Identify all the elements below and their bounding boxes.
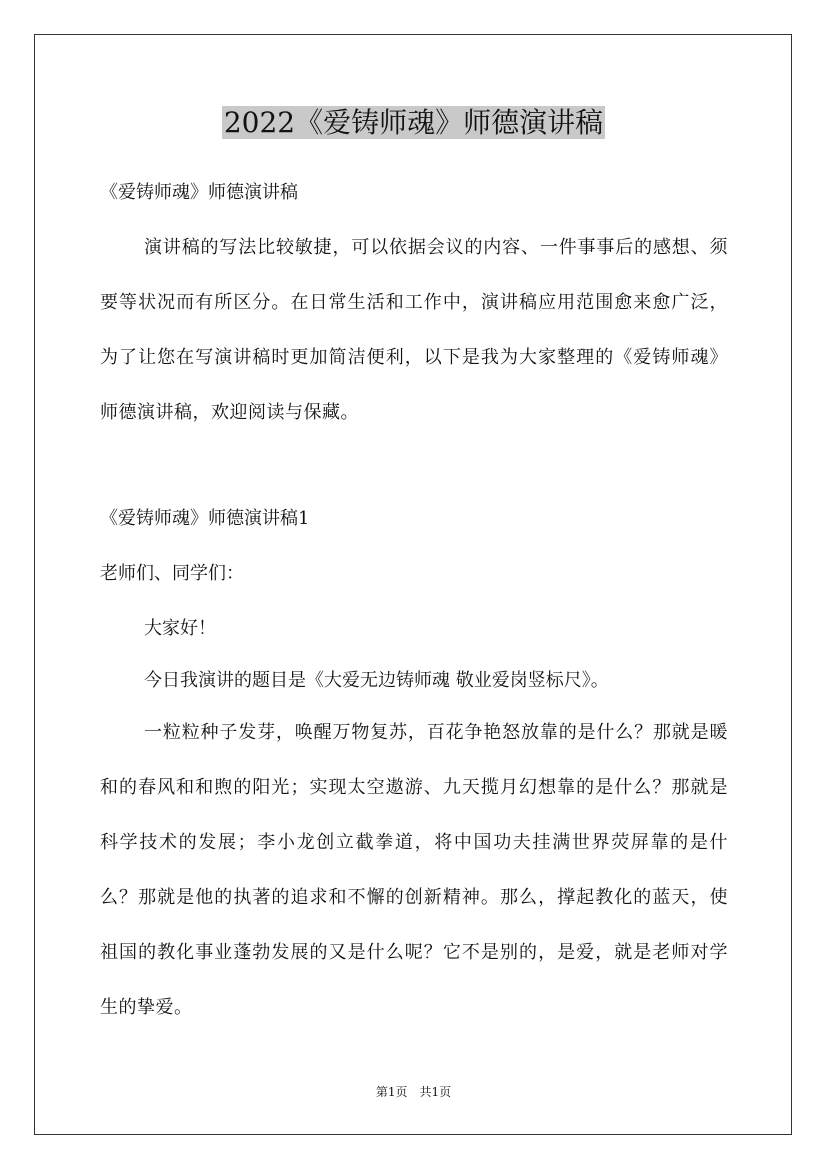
document-title-text: 2022《爱铸师魂》师德演讲稿 xyxy=(223,106,604,139)
intro-paragraph: 演讲稿的写法比较敏捷，可以依据会议的内容、一件事事后的感想、须要等状况而有所区分。在日常生活和工作中，演讲稿应用范围愈来愈广泛，为了让您在写演讲稿时更加简洁便利，以下是我为大家整理的《爱铸师魂》师德演讲稿，欢迎阅读与保藏。 xyxy=(100,237,728,423)
document-subtitle: 《爱铸师魂》师德演讲稿 xyxy=(100,182,298,203)
document-title xyxy=(0,103,827,143)
salutation: 老师们、同学们： xyxy=(100,563,244,584)
greeting: 大家好！ xyxy=(144,618,216,639)
section-heading: 《爱铸师魂》师德演讲稿1 xyxy=(100,508,310,529)
topic-line: 今日我演讲的题目是《大爱无边铸师魂 敬业爱岗竖标尺》。 xyxy=(144,670,609,691)
body-paragraph: 一粒粒种子发芽，唤醒万物复苏，百花争艳怒放靠的是什么？那就是暖和的春风和和煦的阳光；实现太空遨游、九天揽月幻想靠的是什么？那就是科学技术的发展；李小龙创立截拳道，将中国功夫挂满世界荧屏靠的是什么？那就是他的执著的追求和不懈的创新精神。那么，撑起教化的蓝天，使祖国的教化事业蓬勃发展的又是什么呢？它不是别的，是爱，就是老师对学生的挚爱。 xyxy=(100,722,728,1018)
page-footer: 第1页 共1页 xyxy=(375,1085,452,1099)
